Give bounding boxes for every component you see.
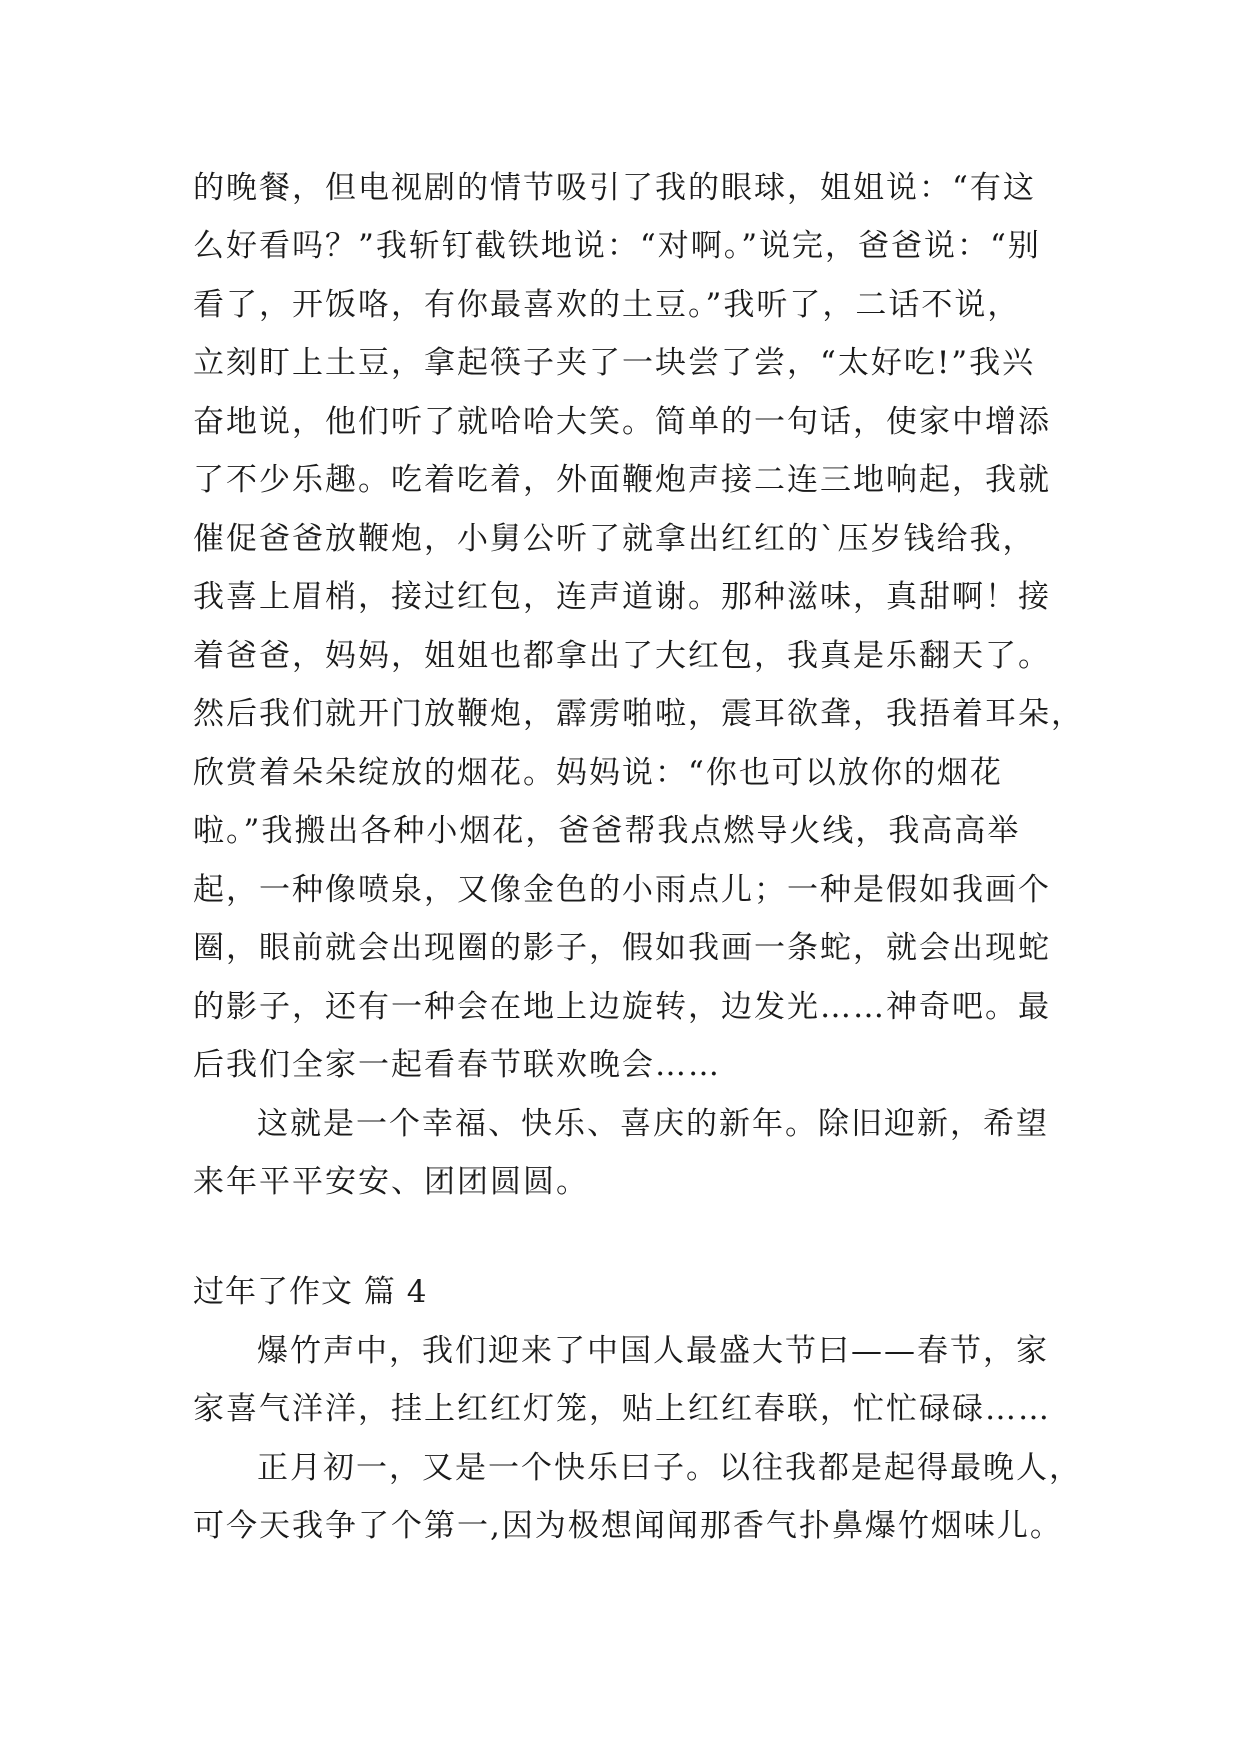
text-line: 来年平平安安、团团圆圆。 [193, 1164, 589, 1200]
text-line: 的影子，还有一种会在地上边旋转，边发光……神奇吧。最 [193, 989, 1051, 1025]
text-line: 爆竹声中，我们迎来了中国人最盛大节曰——春节，家 [257, 1333, 1049, 1369]
text-line: 奋地说，他们听了就哈哈大笑。简单的一句话，使家中增添 [193, 404, 1051, 440]
text-line: 圈，眼前就会出现圈的影子，假如我画一条蛇，就会出现蛇 [193, 930, 1051, 966]
text-line: 我喜上眉梢，接过红包，连声道谢。那种滋味，真甜啊！接 [193, 579, 1051, 615]
text-line: 欣赏着朵朵绽放的烟花。妈妈说：“你也可以放你的烟花 [193, 755, 1003, 791]
text-line: 的晚餐，但电视剧的情节吸引了我的眼球，姐姐说：“有这 [193, 170, 1036, 206]
text-line: 着爸爸，妈妈，姐姐也都拿出了大红包，我真是乐翻天了。 [193, 638, 1051, 674]
text-line: 了不少乐趣。吃着吃着，外面鞭炮声接二连三地响起，我就 [193, 462, 1051, 498]
text-line: 然后我们就开门放鞭炮，霹雳啪啦，震耳欲聋，我捂着耳朵， [193, 696, 1084, 732]
text-line: 家喜气洋洋，挂上红红灯笼，贴上红红春联，忙忙碌碌…… [193, 1391, 1051, 1427]
text-line: 可今天我争了个第一,因为极想闻闻那香气扑鼻爆竹烟味儿。 [193, 1508, 1063, 1544]
text-line: 后我们全家一起看春节联欢晚会…… [193, 1047, 721, 1083]
section-heading: 过年了作文 篇 4 [193, 1274, 428, 1310]
text-line: 啦。”我搬出各种小烟花，爸爸帮我点燃导火线，我高高举 [193, 813, 1021, 849]
text-line: 催促爸爸放鞭炮，小舅公听了就拿出红红的`压岁钱给我， [193, 521, 1036, 557]
text-line: 这就是一个幸福、快乐、喜庆的新年。除旧迎新，希望 [257, 1106, 1049, 1142]
text-line: 立刻盯上土豆，拿起筷子夹了一块尝了尝，“太好吃!”我兴 [193, 345, 1036, 381]
text-line: 么好看吗？”我斩钉截铁地说：“对啊。”说完，爸爸说：“别 [193, 228, 1041, 264]
text-line: 起，一种像喷泉，又像金色的小雨点儿；一种是假如我画个 [193, 872, 1051, 908]
text-line: 看了，开饭咯，有你最喜欢的土豆。”我听了，二话不说， [193, 287, 1021, 323]
text-line: 正月初一，又是一个快乐曰子。以往我都是起得最晚人， [257, 1450, 1082, 1486]
